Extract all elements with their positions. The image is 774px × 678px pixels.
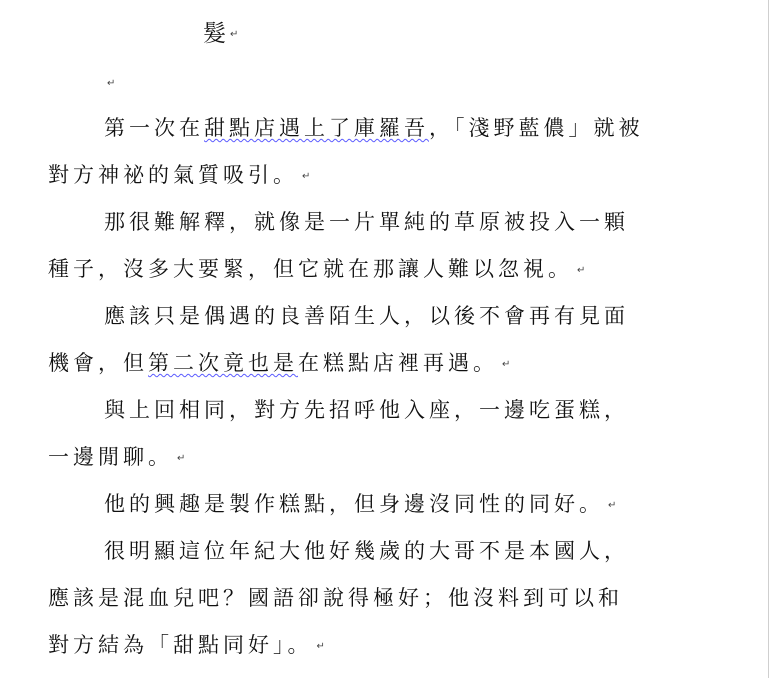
- line-text: 那很難解釋，就像是一片單純的草原被投入一顆: [104, 210, 629, 234]
- text-line: [104, 398, 629, 422]
- paragraph-mark-icon: ↵: [316, 640, 325, 652]
- line-text: 他的興趣是製作糕點，但身邊沒同性的同好。: [104, 492, 604, 516]
- line-text: 第一次在: [104, 116, 204, 140]
- text-line: [104, 116, 644, 140]
- text-line: [48, 163, 310, 189]
- line-text: 應該是混血兒吧？國語卻說得極好；他沒料到可以和: [48, 586, 623, 610]
- document-title: [203, 21, 238, 48]
- text-line: [104, 492, 616, 518]
- paragraph-mark-icon: ↵: [577, 264, 586, 276]
- line-text: 很明顯這位年紀大他好幾歲的大哥不是本國人，: [104, 539, 629, 563]
- line-text: 與上回相同，對方先招呼他入座，一邊吃蛋糕，: [104, 398, 629, 422]
- paragraph-mark-icon: ↵: [107, 78, 116, 89]
- line-text: 對方神祕的氣質吸引。: [48, 163, 298, 187]
- text-line: [48, 351, 510, 377]
- line-text: 對方結為「甜點同好」。: [48, 633, 313, 657]
- line-text: 在糕點店裡再遇。: [298, 351, 498, 375]
- text-line: [104, 304, 629, 328]
- line-text: 一邊閒聊。: [48, 445, 173, 469]
- line-text: ，「淺野藍儂」就被: [429, 116, 644, 140]
- title-text: 髮: [203, 21, 226, 47]
- paragraph-mark-icon: ↵: [230, 29, 239, 40]
- paragraph-mark-icon: ↵: [608, 499, 617, 511]
- text-line: [48, 445, 185, 471]
- text-line: [48, 257, 585, 283]
- spellcheck-underlined-text: 第二次竟也是: [148, 351, 298, 375]
- line-text: 應該只是偶遇的良善陌生人，以後不會再有見面: [104, 304, 629, 328]
- text-line: [48, 633, 325, 659]
- paragraph-mark-icon: ↵: [502, 358, 511, 370]
- line-text: 機會，但: [48, 351, 148, 375]
- spellcheck-underlined-text: 甜點店遇上了庫羅吾: [204, 116, 429, 140]
- text-line: [104, 210, 629, 234]
- line-text: 種子，沒多大要緊，但它就在那讓人難以忽視。: [48, 257, 573, 281]
- text-line: [104, 539, 629, 563]
- paragraph-mark-icon: ↵: [177, 452, 186, 464]
- paragraph-mark-icon: ↵: [302, 170, 311, 182]
- text-line: [48, 586, 623, 610]
